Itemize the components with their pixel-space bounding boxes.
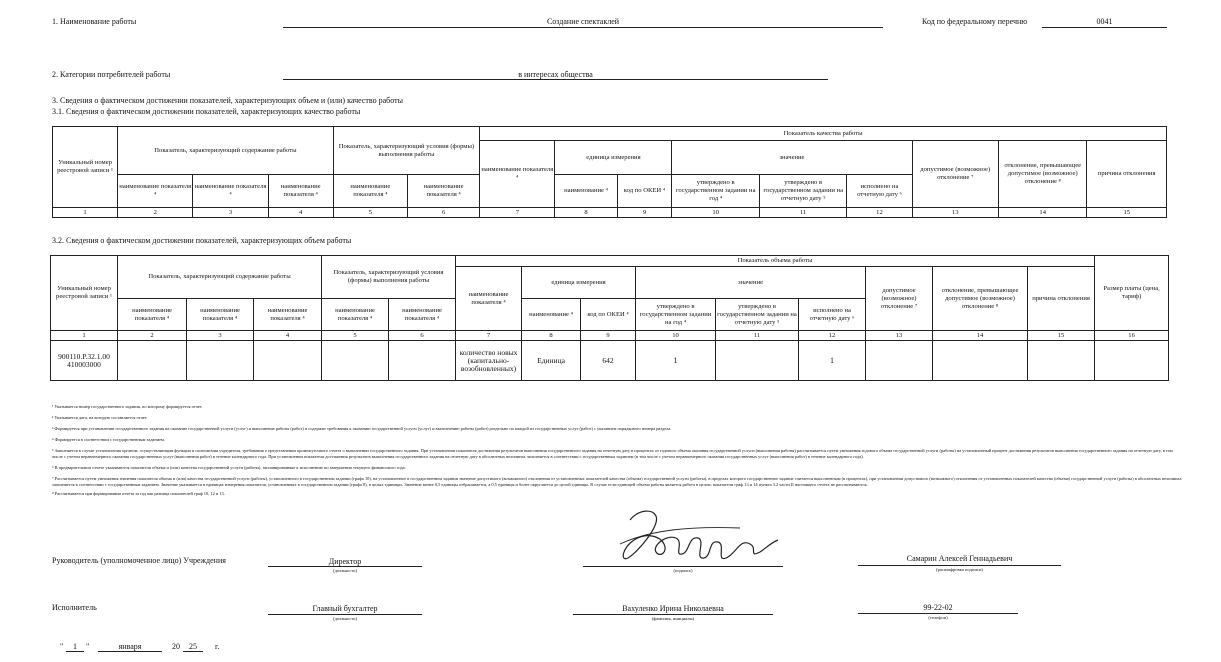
t2-row-unit: Единица (522, 341, 581, 381)
t2-colnum: 12 (799, 331, 866, 341)
t2-colnum: 9 (581, 331, 636, 341)
position-caption: (должность) (332, 616, 358, 621)
t2-colnum: 15 (1028, 331, 1095, 341)
t1-colnum: 7 (480, 208, 555, 218)
date-month: января (118, 642, 142, 651)
t1-colnum: 10 (672, 208, 759, 218)
t2-row-cell (254, 341, 322, 381)
date-g: г. (215, 642, 220, 651)
t2-content-name-2: наименование показателя ⁴ (187, 299, 254, 331)
executor-name-underline (573, 614, 773, 615)
t2-colnum: 3 (187, 331, 254, 341)
t2-row-cell (1095, 341, 1169, 381)
footnote: ⁸ Рассчитывается при формировании отчета за год как разница показателей граф 10, 12 и 13. (52, 491, 225, 496)
t2-colnum: 5 (322, 331, 389, 341)
handwritten-signature-icon (590, 500, 790, 575)
work-name-label: 1. Наименование работы (52, 17, 137, 26)
t1-unit-header: единица измерения (555, 141, 672, 175)
t1-colnum: 12 (847, 208, 912, 218)
t2-reason-header: причина отклонения (1028, 267, 1095, 331)
t1-conditions-name-1: наименование показателя ⁴ (333, 175, 407, 208)
t2-row-indicator: количество новых (капитально-возобновленных) (456, 341, 522, 381)
t1-content-name-1: наименование показателя ⁴ (118, 175, 193, 208)
t2-row-cell (866, 341, 933, 381)
date-day-underline (66, 651, 84, 652)
t2-exceeding-header: отклонение, превышающее допустимое (возможное) отклонение ⁸ (933, 267, 1028, 331)
phone-underline (858, 613, 1018, 614)
t2-row-cell (389, 341, 456, 381)
date-year-underline (183, 651, 203, 652)
t2-approved-year-header: утверждено в государственном задании на год ⁴ (636, 299, 716, 331)
footnote: ² Указывается дата, на которую составляется отчет. (52, 415, 148, 420)
t1-conditions-header: Показатель, характеризующий условия (формы) выполнения работы (333, 127, 479, 175)
t1-value-header: значение (672, 141, 912, 175)
work-name-value: Создание спектаклей (546, 17, 620, 26)
t2-conditions-header: Показатель, характеризующий условия (формы) выполнения работы (322, 256, 456, 299)
category-label: 2. Категории потребителей работы (52, 70, 171, 79)
footnote: ⁵ Заполняется в случае установления органом, осуществляющим функции и полномочия учредителя, требования о представлении промежуточного отчета о выполнении государственного задания. При установлении показателя достижения результатов выполнения государственного задания на отчетную дату в процентах от годового объема оказания государственной услуги (выполнения работы) рассчитывается путем умножения годового объема государственной услуги (работы) на установленный процент достижения результатов выполнения государственного задания на отчетную дату, в том числе с учетом неравномерного оказания государственных услуг (выполнения работ) в течение календарного года. При установлении показателя достижения результатов выполнения государственного задания на отчетную дату в абсолютных величинах заполняется в соответствии с государственным заданием (в том числе с учетом неравномерного оказания государственных услуг (выполнения работ) в течение календарного года). (52, 448, 1173, 459)
t2-colnum: 4 (254, 331, 322, 341)
t2-content-name-1: наименование показателя ⁴ (118, 299, 187, 331)
t2-colnum: 11 (716, 331, 799, 341)
t2-content-header: Показатель, характеризующий содержание работы (118, 256, 322, 299)
category-underline (283, 79, 828, 80)
t1-colnum: 6 (407, 208, 479, 218)
head-name: Самарин Алексей Геннадьевич (906, 554, 1013, 563)
t2-colnum: 13 (866, 331, 933, 341)
t2-row-cell (187, 341, 254, 381)
t2-allowed-header: допустимое (возможное) отклонение ⁷ (866, 267, 933, 331)
t1-okei-header: код по ОКЕИ ⁴ (617, 175, 672, 208)
phone-caption: (телефон) (928, 615, 948, 620)
t1-registry-header: Уникальный номер реестровой записи ¹ (53, 127, 118, 208)
federal-code-value: 0041 (1096, 17, 1113, 26)
t2-row-cell (1028, 341, 1095, 381)
t2-registry-header: Уникальный номер реестровой записи ¹ (51, 256, 118, 331)
footnote: ⁶ В предварительном отчете указываются показатели объема и (или) качества государственной услуги (работы), запланированные к исполнению по завершении текущего финансового года. (52, 465, 406, 470)
t2-row-approved-year: 1 (636, 341, 716, 381)
t2-unit-name-header: наименование ⁴ (522, 299, 581, 331)
head-name-underline (858, 565, 1061, 566)
head-position-underline (268, 566, 422, 567)
t1-colnum: 15 (1087, 208, 1167, 218)
t1-executed-header: исполнено на отчетную дату ⁶ (847, 175, 912, 208)
t1-colnum: 3 (193, 208, 268, 218)
footnote: ⁴ Формируется в соответствии с государственным заданием. (52, 437, 165, 442)
t2-volume-header: Показатель объема работы (456, 256, 1095, 267)
t2-row-cell (933, 341, 1028, 381)
t2-indicator-name-header: наименование показателя ⁴ (456, 267, 522, 331)
t1-content-name-2: наименование показателя ⁴ (193, 175, 268, 208)
executor-label: Исполнитель (52, 603, 97, 612)
t1-allowed-header: допустимое (возможное) отклонение ⁷ (912, 141, 998, 208)
t1-colnum: 8 (555, 208, 617, 218)
executor-position-underline (268, 614, 422, 615)
t1-approved-date-header: утверждено в государственном задании на отчетную дату ⁵ (759, 175, 846, 208)
category-value: в интересах общества (518, 70, 593, 79)
signature-caption: (подпись) (673, 568, 693, 573)
date-month-underline (98, 651, 162, 652)
t1-colnum: 11 (759, 208, 846, 218)
fio-caption: (фамилия, инициалы) (651, 616, 695, 621)
t1-conditions-name-2: наименование показателя ⁴ (407, 175, 479, 208)
date-open-quote: " (60, 642, 64, 651)
t1-indicator-name-header: наименование показателя ⁴ (480, 141, 555, 208)
volume-table (50, 255, 1169, 381)
t1-exceeding-header: отклонение, превышающее допустимое (возможное) отклонение ⁸ (998, 141, 1087, 208)
t2-colnum: 7 (456, 331, 522, 341)
federal-code-underline (1042, 27, 1167, 28)
position-caption: (должность) (332, 568, 358, 573)
t1-colnum: 2 (118, 208, 193, 218)
t1-colnum: 14 (998, 208, 1087, 218)
table-row (51, 341, 1169, 381)
t2-conditions-name-1: наименование показателя ⁴ (322, 299, 389, 331)
t1-colnum: 5 (333, 208, 407, 218)
t2-colnum: 8 (522, 331, 581, 341)
t2-value-header: значение (636, 267, 866, 299)
t2-colnum: 1 (51, 331, 118, 341)
t2-row-okei: 642 (581, 341, 636, 381)
head-position: Директор (328, 557, 362, 566)
work-name-underline (283, 27, 883, 28)
t2-fee-header: Размер платы (цена, тариф) (1095, 256, 1169, 331)
t1-colnum: 4 (268, 208, 333, 218)
t2-colnum: 2 (118, 331, 187, 341)
footnote: ³ Формируется при установлении государственного задания на оказание государственной услуги (услуг) и выполнение работы (работ) и содержит требования к оказанию государственной услуги (услуг) и выполнению работы (работ) раздельно по каждой из государственных услуг (работ) с указанием порядкового номера раздела. (52, 426, 672, 431)
t1-approved-year-header: утверждено в государственном задании на год ⁴ (672, 175, 759, 208)
t1-unit-name-header: наименование ⁴ (555, 175, 617, 208)
federal-code-label: Код по федеральному перечню (922, 17, 1028, 26)
date-close-quote: " (86, 642, 90, 651)
t1-colnum: 9 (617, 208, 672, 218)
t2-colnum: 16 (1095, 331, 1169, 341)
t2-row-cell (716, 341, 799, 381)
t2-colnum: 10 (636, 331, 716, 341)
t1-content-name-3: наименование показателя ⁴ (268, 175, 333, 208)
t2-executed-header: исполнено на отчетную дату ⁶ (799, 299, 866, 331)
executor-phone: 99-22-02 (923, 603, 953, 612)
t2-conditions-name-2: наименование показателя ⁴ (389, 299, 456, 331)
t1-quality-header: Показатель качества работы (480, 127, 1167, 141)
t2-row-executed: 1 (799, 341, 866, 381)
t2-row-registry: 900110.Р.32.1.00 410003000 (51, 341, 118, 381)
t1-content-header: Показатель, характеризующий содержание работы (118, 127, 334, 175)
t2-colnum: 6 (389, 331, 456, 341)
t2-colnum: 14 (933, 331, 1028, 341)
t1-reason-header: причина отклонения (1087, 141, 1167, 208)
t1-colnum: 1 (53, 208, 118, 218)
name-caption: (расшифровка подписи) (936, 567, 983, 572)
section31-title: 3.1. Сведения о фактическом достижении показателей, характеризующих качество работы (52, 107, 361, 116)
date-year-suffix: 25 (189, 642, 197, 651)
footnote: ¹ Указывается номер государственного задания, по которому формируется отчет. (52, 404, 203, 409)
t2-okei-header: код по ОКЕИ ⁴ (581, 299, 636, 331)
section32-title: 3.2. Сведения о фактическом достижении показателей, характеризующих объем работы (52, 236, 352, 245)
footnotes (52, 404, 1182, 497)
t2-approved-date-header: утверждено в государственном задании на отчетную дату ⁵ (716, 299, 799, 331)
t2-row-cell (322, 341, 389, 381)
executor-position: Главный бухгалтер (312, 604, 378, 613)
date-day: 1 (73, 642, 77, 651)
footnote: ⁷ Рассчитывается путем умножения значения показателя объема и (или) качества государственной услуги (работы), установленного в государственном задании (графа 10), на установленное в государственном задании значение допустимого (возможного) отклонения от установленных показателей качества (объема) государственной услуги (работы), в пределах которого государственное задание считается выполненным (в процентах), при установлении допустимого (возможного) отклонения от установленных показателей качества (объема) государственной услуги (работы) в абсолютных величинах заполняется в соответствии с государственным заданием. Значение указывается в единицах измерения показателя, установленных в государственном задании (графа 8), в целых единицах. Значение менее 0,5 единицы отбрасывается, а 0,5 единицы и более округляется до целой единицы. В случае если единицей объема работы является работа в целом, показатели граф 13 и 14 пункта 3.2 части II настоящего отчета не рассчитываются. (52, 476, 1182, 487)
t1-colnum: 13 (912, 208, 998, 218)
t2-content-name-3: наименование показателя ⁴ (254, 299, 322, 331)
quality-table (52, 126, 1167, 218)
t2-unit-header: единица измерения (522, 267, 636, 299)
head-label: Руководитель (уполномоченное лицо) Учреждения (52, 556, 226, 565)
date-year-prefix: 20 (172, 642, 180, 651)
t2-row-cell (118, 341, 187, 381)
section3-title: 3. Сведения о фактическом достижении показателей, характеризующих объем и (или) качество работы (52, 96, 403, 105)
executor-name: Вахуленко Ирина Николаевна (622, 604, 724, 613)
